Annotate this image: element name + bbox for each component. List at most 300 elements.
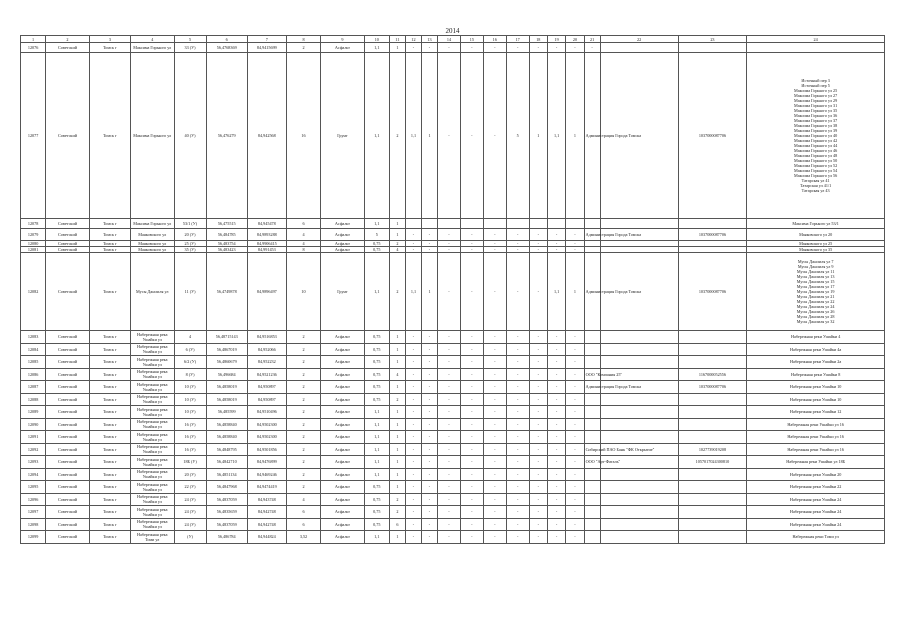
table-cell: 84,942568: [247, 53, 286, 219]
table-cell: -: [405, 406, 421, 419]
table-cell: -: [460, 253, 483, 331]
table-cell: Асфальт: [321, 468, 365, 481]
table-cell: Администрация Города Томска: [584, 53, 600, 219]
table-cell: -: [547, 331, 565, 344]
table-cell: [600, 518, 678, 531]
table-cell: Маяковского ул 35: [747, 247, 885, 253]
table-cell: Советский: [46, 468, 90, 481]
table-cell: Томск г: [89, 468, 130, 481]
table-cell: Советский: [46, 343, 90, 356]
table-cell: -: [529, 456, 547, 469]
table-cell: -: [529, 368, 547, 381]
table-row: [21, 518, 885, 531]
table-cell: Асфальт: [321, 443, 365, 456]
table-cell: -: [405, 481, 421, 494]
table-cell: 56,4837059: [206, 493, 247, 506]
table-cell: -: [460, 53, 483, 219]
table-cell: -: [438, 356, 461, 369]
table-cell: 12090: [21, 418, 46, 431]
table-cell: -: [460, 241, 483, 247]
table-cell: Томск г: [89, 456, 130, 469]
table-cell: Набережная река Ушайки ул: [130, 331, 174, 344]
table-cell: -: [529, 493, 547, 506]
table-cell: 22 (У): [174, 481, 206, 494]
table-cell: 12083: [21, 331, 46, 344]
table-cell: [678, 518, 747, 531]
table-cell: Томск г: [89, 381, 130, 394]
table-cell: -: [547, 481, 565, 494]
table-cell: 4: [286, 493, 320, 506]
table-cell: Асфальт: [321, 247, 365, 253]
table-cell: [600, 219, 678, 229]
table-cell: Советский: [46, 418, 90, 431]
table-cell: -: [405, 431, 421, 444]
table-cell: 2: [389, 493, 405, 506]
table-row: [21, 393, 885, 406]
table-cell: -: [405, 331, 421, 344]
table-cell: 2: [389, 393, 405, 406]
table-cell: 0,75: [364, 331, 389, 344]
table-cell: 0,75: [364, 241, 389, 247]
table-cell: Администрация Города Томска: [584, 253, 600, 331]
table-cell: [678, 43, 747, 53]
table-cell: -: [421, 456, 437, 469]
table-cell: -: [483, 53, 506, 219]
table-row: [21, 506, 885, 519]
table-cell: -: [566, 481, 584, 494]
table-cell: [600, 493, 678, 506]
table-cell: 25 (У): [174, 241, 206, 247]
table-cell: [600, 331, 678, 344]
table-cell: Администрация Города Томска: [584, 229, 600, 241]
table-cell: [421, 219, 437, 229]
table-cell: -: [529, 381, 547, 394]
table-cell: 56,486784: [206, 531, 247, 544]
table-cell: -: [405, 241, 421, 247]
table-cell: 2: [286, 481, 320, 494]
table-cell: Максима Горького ул 53/1: [747, 219, 885, 229]
table-cell: Максима Горького ул: [130, 219, 174, 229]
table-cell: 56,4851134: [206, 468, 247, 481]
table-row: [21, 331, 885, 344]
table-cell: Асфальт: [321, 229, 365, 241]
table-cell: -: [506, 431, 529, 444]
table-cell: 56,4847968: [206, 481, 247, 494]
table-cell: 1,1: [405, 53, 421, 219]
table-cell: Томск г: [89, 247, 130, 253]
table-cell: 12093: [21, 456, 46, 469]
column-header: 18: [529, 36, 547, 43]
table-cell: Набережная реки Ушайки ул 16: [747, 431, 885, 444]
table-cell: Набережная реки Ушайки 4а: [747, 343, 885, 356]
table-cell: 56,48715143: [206, 331, 247, 344]
table-cell: -: [483, 253, 506, 331]
table-cell: 1: [389, 418, 405, 431]
table-cell: [405, 219, 421, 229]
table-cell: -: [460, 381, 483, 394]
table-cell: 1,1: [405, 253, 421, 331]
table-cell: 56,4860679: [206, 356, 247, 369]
table-cell: 0,75: [364, 368, 389, 381]
table-cell: 0,75: [364, 518, 389, 531]
table-cell: -: [529, 406, 547, 419]
table-cell: [600, 468, 678, 481]
table-cell: -: [405, 506, 421, 519]
table-cell: 12092: [21, 443, 46, 456]
table-cell: 1: [389, 468, 405, 481]
table-cell: Маяковского ул 25: [747, 241, 885, 247]
table-cell: Набережная река Ушайки ул: [130, 381, 174, 394]
table-cell: Советский: [46, 219, 90, 229]
table-cell: 1: [389, 481, 405, 494]
table-cell: -: [547, 418, 565, 431]
table-cell: 1: [389, 443, 405, 456]
table-cell: -: [460, 247, 483, 253]
table-cell: -: [483, 406, 506, 419]
table-cell: -: [529, 468, 547, 481]
table-cell: -: [506, 381, 529, 394]
table-cell: [600, 531, 678, 544]
table-cell: -: [405, 493, 421, 506]
table-cell: [584, 481, 600, 494]
table-cell: Томск г: [89, 518, 130, 531]
table-cell: 2: [389, 53, 405, 219]
table-row: [21, 368, 885, 381]
table-cell: Набережная река Ушайки ул: [130, 481, 174, 494]
table-cell: 12080: [21, 241, 46, 247]
table-cell: -: [529, 247, 547, 253]
table-row: [21, 443, 885, 456]
table-cell: 24 (У): [174, 493, 206, 506]
table-cell: -: [421, 493, 437, 506]
table-cell: -: [566, 356, 584, 369]
table-cell: Советский: [46, 531, 90, 544]
table-cell: -: [566, 468, 584, 481]
table-cell: Томск г: [89, 393, 130, 406]
table-cell: Томск г: [89, 506, 130, 519]
column-header: 8: [286, 36, 320, 43]
registry-table: [20, 35, 885, 544]
table-cell: 0,75: [364, 356, 389, 369]
table-cell: -: [421, 229, 437, 241]
table-cell: Томск г: [89, 368, 130, 381]
column-header: 23: [678, 36, 747, 43]
table-cell: 24 (У): [174, 506, 206, 519]
table-cell: -: [460, 506, 483, 519]
table-cell: [584, 331, 600, 344]
table-cell: -: [460, 531, 483, 544]
table-cell: 12091: [21, 431, 46, 444]
table-cell: 1057017024300810: [678, 456, 747, 469]
table-cell: 2: [286, 468, 320, 481]
table-cell: [678, 531, 747, 544]
column-header: 16: [483, 36, 506, 43]
table-cell: -: [421, 518, 437, 531]
table-cell: 1: [389, 431, 405, 444]
table-cell: [584, 493, 600, 506]
column-header: 2: [46, 36, 90, 43]
table-cell: 12077: [21, 53, 46, 219]
table-cell: -: [438, 506, 461, 519]
table-cell: 1,1: [364, 406, 389, 419]
column-header: 21: [584, 36, 600, 43]
table-cell: 56,484785: [206, 229, 247, 241]
table-cell: -: [566, 43, 584, 53]
table-cell: -: [547, 393, 565, 406]
table-cell: Советский: [46, 43, 90, 53]
table-cell: -: [438, 241, 461, 247]
table-cell: -: [438, 418, 461, 431]
table-row: [21, 531, 885, 544]
table-cell: -: [483, 43, 506, 53]
table-cell: 6 (У): [174, 343, 206, 356]
table-cell: Маяковского ул: [130, 241, 174, 247]
table-cell: 0,75: [364, 381, 389, 394]
table-cell: -: [506, 418, 529, 431]
table-cell: Набережная реки Ушайки ул 16: [747, 443, 885, 456]
table-cell: Советский: [46, 393, 90, 406]
table-cell: Асфальт: [321, 393, 365, 406]
table-cell: -: [438, 343, 461, 356]
column-header: 6: [206, 36, 247, 43]
table-cell: -: [483, 443, 506, 456]
table-row: [21, 253, 885, 331]
table-cell: -: [506, 247, 529, 253]
table-cell: 12098: [21, 518, 46, 531]
table-cell: 10 (У): [174, 406, 206, 419]
table-cell: -: [566, 241, 584, 247]
table-cell: -: [421, 443, 437, 456]
table-cell: 6: [389, 518, 405, 531]
table-cell: 1,1: [364, 431, 389, 444]
table-cell: -: [566, 456, 584, 469]
table-row: [21, 43, 885, 53]
table-cell: Томск г: [89, 331, 130, 344]
table-cell: -: [547, 531, 565, 544]
column-header: 10: [364, 36, 389, 43]
table-cell: -: [506, 456, 529, 469]
table-cell: -: [483, 481, 506, 494]
table-cell: 2: [286, 418, 320, 431]
table-cell: Набережная реки Ушайки 8: [747, 368, 885, 381]
table-cell: [584, 468, 600, 481]
table-cell: -: [529, 431, 547, 444]
table-cell: -: [547, 229, 565, 241]
table-row: [21, 53, 885, 219]
table-cell: Томск г: [89, 356, 130, 369]
table-cell: 84,9474419: [247, 481, 286, 494]
table-row: [21, 431, 885, 444]
table-cell: Набережная реки Ушайки 4: [747, 331, 885, 344]
table-cell: -: [405, 443, 421, 456]
table-cell: [600, 406, 678, 419]
table-cell: [678, 468, 747, 481]
table-cell: -: [547, 381, 565, 394]
table-cell: -: [421, 506, 437, 519]
table-cell: Асфальт: [321, 418, 365, 431]
table-cell: 84,9896497: [247, 253, 286, 331]
table-cell: -: [566, 381, 584, 394]
table-row: [21, 406, 885, 419]
table-cell: 1,1: [364, 43, 389, 53]
table-cell: Томск г: [89, 241, 130, 247]
table-cell: 2: [389, 506, 405, 519]
table-cell: -: [547, 456, 565, 469]
table-cell: -: [460, 406, 483, 419]
table-cell: 12087: [21, 381, 46, 394]
table-cell: 12099: [21, 531, 46, 544]
column-header: 20: [566, 36, 584, 43]
table-cell: -: [506, 241, 529, 247]
table-cell: 2: [286, 368, 320, 381]
table-cell: [678, 406, 747, 419]
table-cell: -: [483, 493, 506, 506]
table-cell: Томск г: [89, 253, 130, 331]
table-cell: -: [421, 368, 437, 381]
table-cell: 12085: [21, 356, 46, 369]
table-cell: 6: [286, 506, 320, 519]
table-cell: -: [460, 481, 483, 494]
table-cell: 4: [389, 368, 405, 381]
table-cell: -: [460, 418, 483, 431]
table-cell: Источный пер 3 Источный пер 5 Максима Горького ул 25 Максима Горького ул 27 Максима Горького ул 29 Максима Горького ул 31 Максима Горького ул 35 Максима Горького ул 36 Максима Горького ул 37 Максима Горького ул 38 Максима Горького ул 39 Максима Горького ул 40 Максима Горького ул 42 Максима Горького ул 44 Максима Горького ул 46 Максима Горького ул 48 Максима Горького ул 50 Максима Горького ул 52 Максима Горького ул 54 Максима Горького ул 56 Татарская ул 41 Татарская ул 41/1 Татарская ул 43: [747, 53, 885, 219]
table-cell: -: [483, 418, 506, 431]
table-cell: Томск г: [89, 219, 130, 229]
table-cell: 12079: [21, 229, 46, 241]
table-cell: 3,52: [286, 531, 320, 544]
table-cell: 2: [286, 43, 320, 53]
table-cell: [584, 431, 600, 444]
table-cell: 84,943748: [247, 493, 286, 506]
table-cell: -: [421, 418, 437, 431]
table-cell: -: [566, 431, 584, 444]
table-cell: 1,1: [364, 456, 389, 469]
table-cell: Маяковского ул: [130, 247, 174, 253]
table-cell: [584, 393, 600, 406]
table-cell: -: [566, 443, 584, 456]
table-cell: [460, 219, 483, 229]
table-cell: 1,1: [547, 253, 565, 331]
table-cell: -: [506, 229, 529, 241]
table-cell: -: [438, 493, 461, 506]
table-cell: [506, 219, 529, 229]
table-cell: 35 (У): [174, 247, 206, 253]
table-cell: 1037000087706: [678, 381, 747, 394]
table-cell: (У): [174, 531, 206, 544]
table-cell: 10: [286, 253, 320, 331]
table-cell: -: [483, 241, 506, 247]
table-cell: 2: [389, 253, 405, 331]
table-cell: -: [460, 343, 483, 356]
table-cell: -: [438, 456, 461, 469]
table-cell: -: [460, 393, 483, 406]
table-cell: -: [566, 331, 584, 344]
table-cell: [678, 331, 747, 344]
table-cell: 56,483754: [206, 241, 247, 247]
table-cell: -: [460, 518, 483, 531]
table-cell: Томск г: [89, 431, 130, 444]
table-cell: 1: [389, 43, 405, 53]
table-cell: -: [460, 443, 483, 456]
table-cell: -: [506, 518, 529, 531]
table-cell: -: [438, 253, 461, 331]
table-cell: -: [529, 229, 547, 241]
table-cell: -: [421, 531, 437, 544]
table-cell: -: [405, 229, 421, 241]
table-cell: 10 (У): [174, 381, 206, 394]
table-cell: -: [460, 456, 483, 469]
table-cell: Набережная реки Ушайки 12: [747, 406, 885, 419]
table-row: [21, 418, 885, 431]
table-cell: Набережная река Ушайки ул: [130, 431, 174, 444]
table-cell: -: [529, 253, 547, 331]
table-cell: -: [405, 368, 421, 381]
table-cell: -: [421, 247, 437, 253]
table-cell: 6: [286, 518, 320, 531]
table-cell: Набережная река Ушайки ул: [130, 343, 174, 356]
table-cell: [584, 418, 600, 431]
table-cell: [584, 343, 600, 356]
table-cell: 56,4848795: [206, 443, 247, 456]
table-cell: -: [547, 343, 565, 356]
table-cell: 84,944824: [247, 531, 286, 544]
table-cell: -: [506, 493, 529, 506]
column-header: 13: [421, 36, 437, 43]
table-cell: -: [566, 393, 584, 406]
table-cell: 1: [389, 456, 405, 469]
table-cell: Советский: [46, 368, 90, 381]
table-cell: Асфальт: [321, 481, 365, 494]
table-cell: 2: [286, 443, 320, 456]
table-cell: -: [438, 43, 461, 53]
table-cell: Набережная реки Ушайки ул 16: [747, 418, 885, 431]
column-header: 3: [89, 36, 130, 43]
table-cell: Советский: [46, 229, 90, 241]
table-cell: Асфальт: [321, 381, 365, 394]
table-cell: Грунт: [321, 253, 365, 331]
table-row: [21, 229, 885, 241]
table-cell: 12084: [21, 343, 46, 356]
table-cell: -: [529, 43, 547, 53]
table-cell: 84,9502300: [247, 418, 286, 431]
table-cell: 1,1: [364, 531, 389, 544]
table-cell: 0,75: [364, 343, 389, 356]
table-cell: 56,483423: [206, 247, 247, 253]
table-cell: Администрация Города Томска: [584, 381, 600, 394]
table-cell: -: [529, 531, 547, 544]
table-cell: 10 (У): [174, 393, 206, 406]
table-cell: Асфальт: [321, 493, 365, 506]
table-cell: -: [566, 343, 584, 356]
table-cell: 1: [389, 219, 405, 229]
table-cell: -: [438, 531, 461, 544]
table-cell: 11 (У): [174, 253, 206, 331]
table-cell: 5: [506, 53, 529, 219]
table-cell: 1037000087706: [678, 229, 747, 241]
table-cell: -: [566, 406, 584, 419]
table-cell: -: [506, 443, 529, 456]
table-cell: 16 (У): [174, 431, 206, 444]
table-cell: Томск г: [89, 229, 130, 241]
table-cell: -: [438, 247, 461, 253]
table-cell: Набережная река Ушайки ул: [130, 518, 174, 531]
table-cell: 56,496684: [206, 368, 247, 381]
table-cell: 0,75: [364, 506, 389, 519]
table-cell: Асфальт: [321, 456, 365, 469]
table-cell: 1037000087706: [678, 253, 747, 331]
table-cell: Асфальт: [321, 518, 365, 531]
table-cell: -: [483, 229, 506, 241]
